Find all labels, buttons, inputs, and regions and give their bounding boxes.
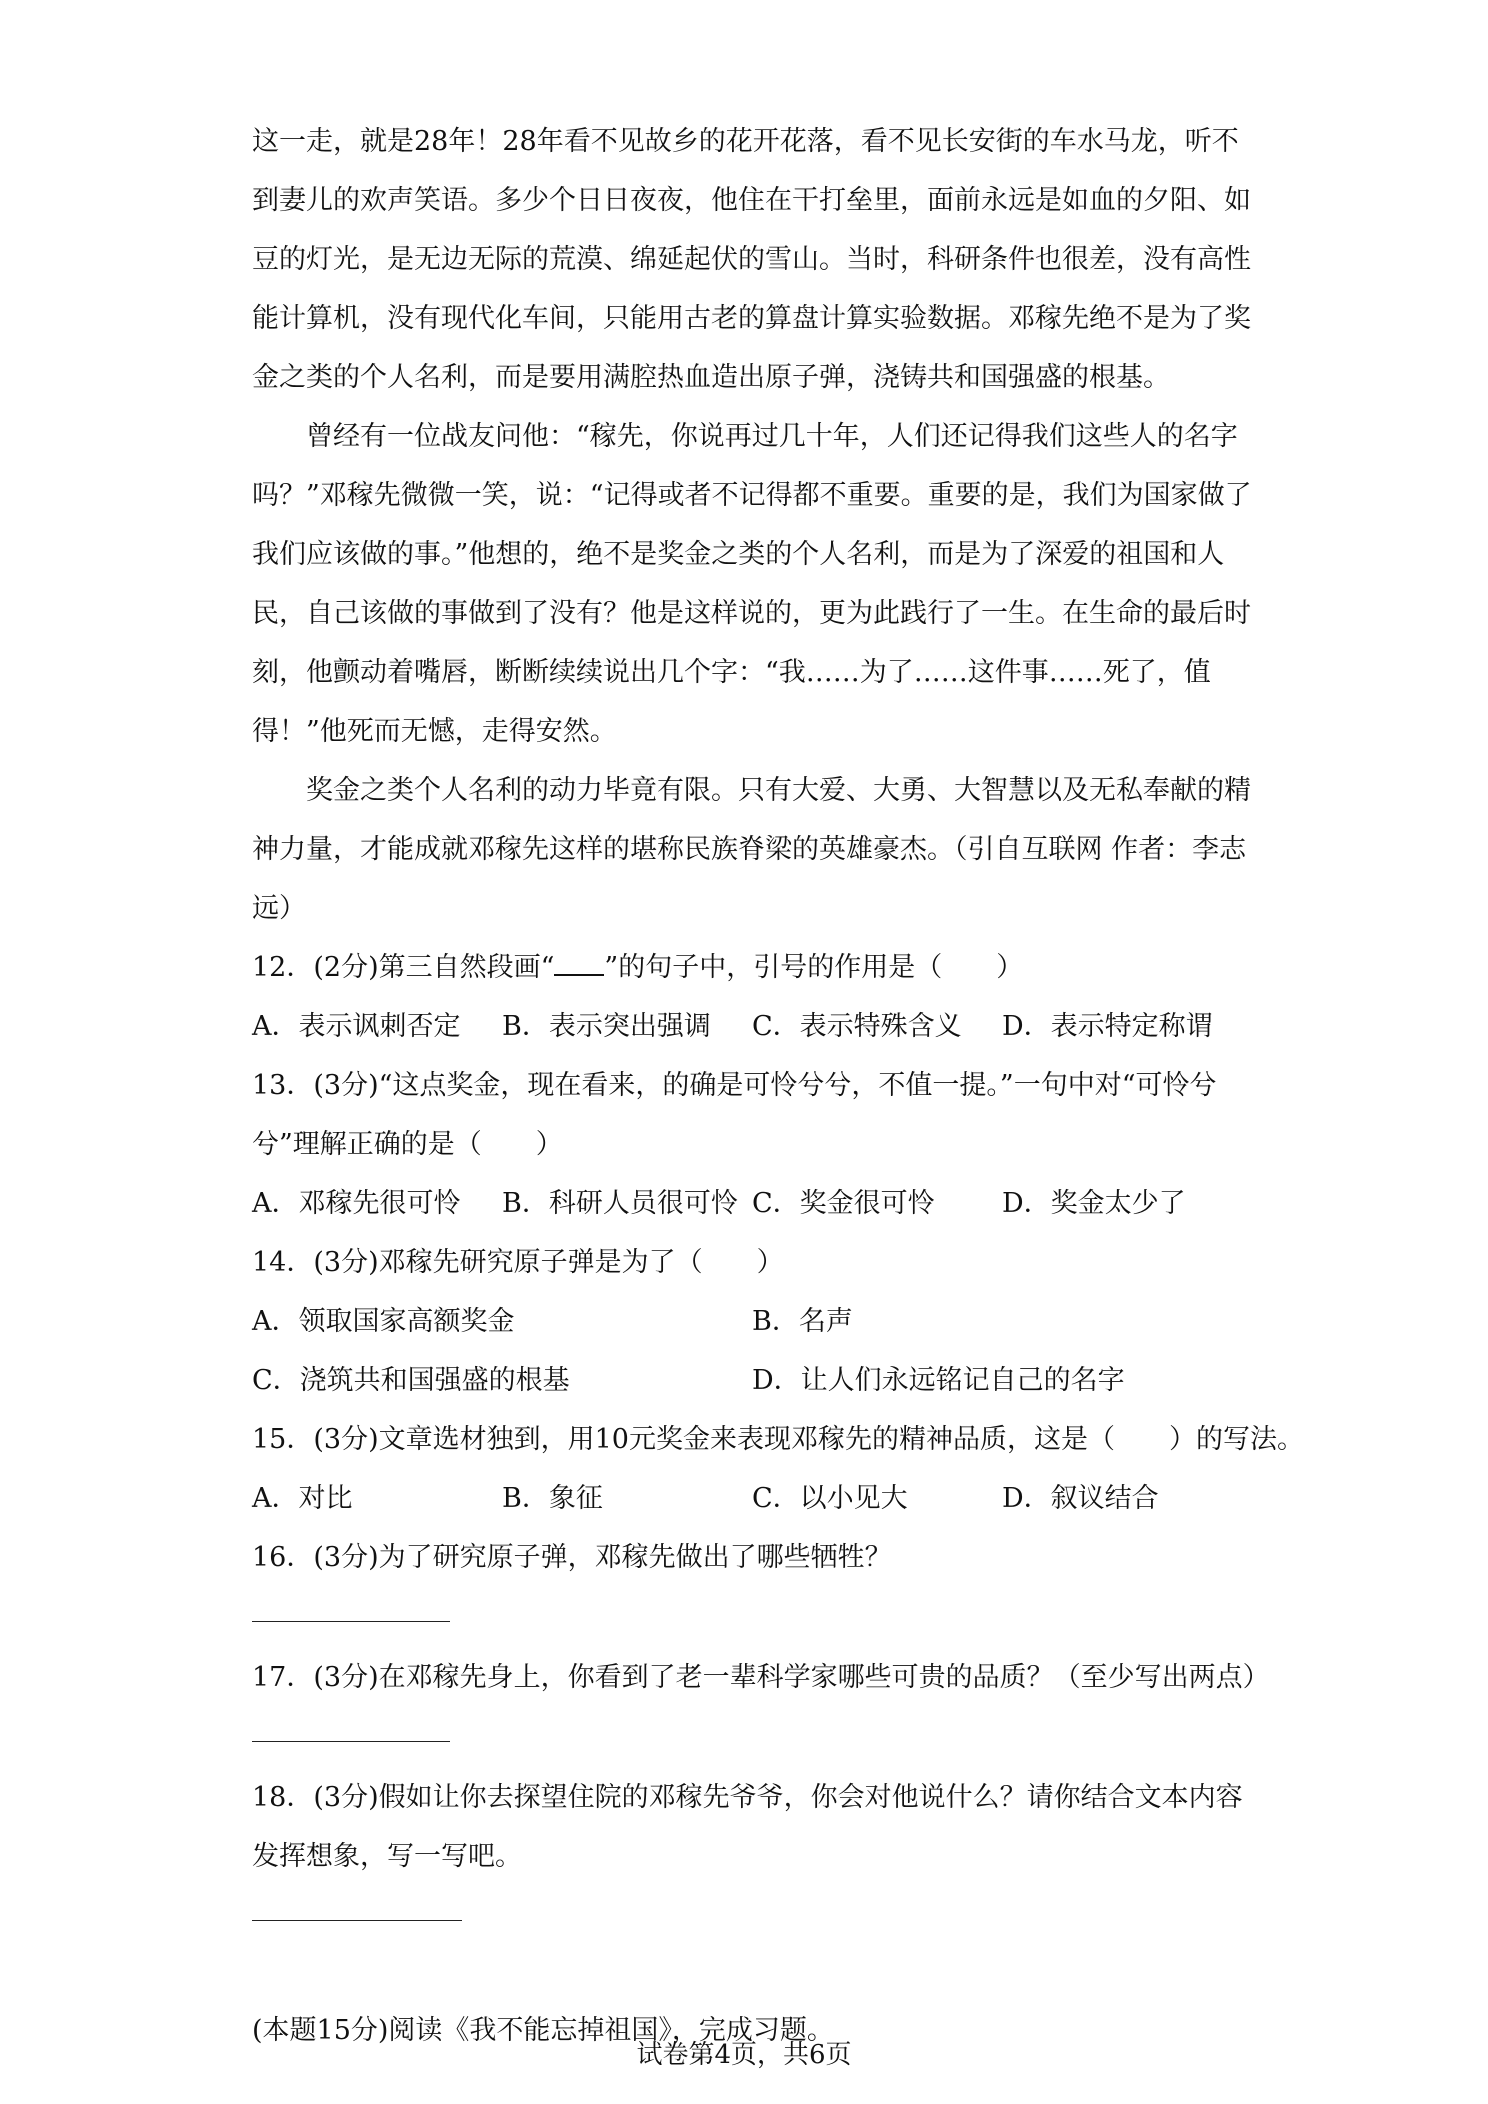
q18-answer-line[interactable] (252, 1886, 1252, 1947)
paragraph-3: 奖金之类个人名利的动力毕竟有限。只有大爱、大勇、大智慧以及无私奉献的精神力量，才能成就邓稼先这样的堪称民族脊梁的英雄豪杰。（引自互联网 作者：李志远） (252, 775, 1251, 924)
q17-answer-line[interactable] (252, 1707, 1252, 1768)
q14-option-a: A．领取国家高额奖金 (252, 1306, 515, 1337)
q13-option-b: B．科研人员很可怜 (502, 1188, 738, 1219)
q13-option-c: C．奖金很可怜 (752, 1188, 935, 1219)
q13-options (252, 1174, 1252, 1233)
page-footer: 试卷第4页，共6页 (636, 2040, 852, 2070)
question-18: 18．(3分)假如让你去探望住院的邓稼先爷爷，你会对他说什么？请你结合文本内容发挥想象，写一写吧。 (252, 1782, 1243, 1872)
q13-option-a: A．邓稼先很可怜 (252, 1188, 461, 1219)
question-15: 15．(3分)文章选材独到，用10元奖金来表现邓稼先的精神品质，这是（ ）的写法。 (252, 1424, 1304, 1455)
q14-option-c: C．浇筑共和国强盛的根基 (252, 1365, 570, 1396)
question-16: 16．(3分)为了研究原子弹，邓稼先做出了哪些牺牲？ (252, 1542, 892, 1573)
section-gap (252, 1947, 1252, 2001)
q14-option-b: B．名声 (752, 1306, 853, 1337)
q15-option-c: C．以小见大 (752, 1483, 908, 1514)
q12-option-a: A．表示讽刺否定 (252, 1011, 461, 1042)
q16-answer-line[interactable] (252, 1587, 1252, 1648)
q13-option-d: D．奖金太少了 (1002, 1188, 1186, 1219)
page-content (252, 112, 1304, 2060)
q15-option-d: D．叙议结合 (1002, 1483, 1159, 1514)
next-section-heading: (本题15分)阅读《我不能忘掉祖国》，完成习题。 (252, 2015, 834, 2046)
q12-options (252, 997, 1252, 1056)
question-14: 14．(3分)邓稼先研究原子弹是为了（ ） (252, 1247, 784, 1278)
q12-option-d: D．表示特定称谓 (1002, 1011, 1213, 1042)
paragraph-2: 曾经有一位战友问他：“稼先，你说再过几十年，人们还记得我们这些人的名字吗？”邓稼先微微一笑，说：“记得或者不记得都不重要。重要的是，我们为国家做了我们应该做的事。”他想的，绝不是奖金之类的个人名利，而是为了深爱的祖国和人民，自己该做的事做到了没有？他是这样说的，更为此践行了一生。在生命的最后时刻，他颤动着嘴唇，断断续续说出几个字：“我……为了……这件事……死了，值得！”他死而无憾，走得安然。 (252, 421, 1252, 747)
question-12: 12．(2分)第三自然段画“ ”的句子中，引号的作用是（ ） (252, 952, 1024, 983)
q14-options-row1 (252, 1292, 1252, 1351)
paragraph-continued: 这一走，就是28年！28年看不见故乡的花开花落，看不见长安街的车水马龙，听不到妻儿的欢声笑语。多少个日日夜夜，他住在干打垒里，面前永远是如血的夕阳、如豆的灯光，是无边无际的荒漠、绵延起伏的雪山。当时，科研条件也很差，没有高性能计算机，没有现代化车间，只能用古老的算盘计算实验数据。邓稼先绝不是为了奖金之类的个人名利，而是要用满腔热血造出原子弹，浇铸共和国强盛的根基。 (252, 126, 1251, 393)
q12-option-c: C．表示特殊含义 (752, 1011, 962, 1042)
q15-options (252, 1469, 1252, 1528)
q15-option-b: B．象征 (502, 1483, 603, 1514)
q12-option-b: B．表示突出强调 (502, 1011, 711, 1042)
question-17: 17．(3分)在邓稼先身上，你看到了老一辈科学家哪些可贵的品质？（至少写出两点） (252, 1662, 1270, 1693)
question-13: 13．(3分)“这点奖金，现在看来，的确是可怜兮兮，不值一提。”一句中对“可怜兮兮”理解正确的是（ ） (252, 1070, 1217, 1160)
q15-option-a: A．对比 (252, 1483, 353, 1514)
underline-mark (554, 952, 604, 976)
q14-options-row2 (252, 1351, 1252, 1410)
q14-option-d: D．让人们永远铭记自己的名字 (752, 1365, 1125, 1396)
